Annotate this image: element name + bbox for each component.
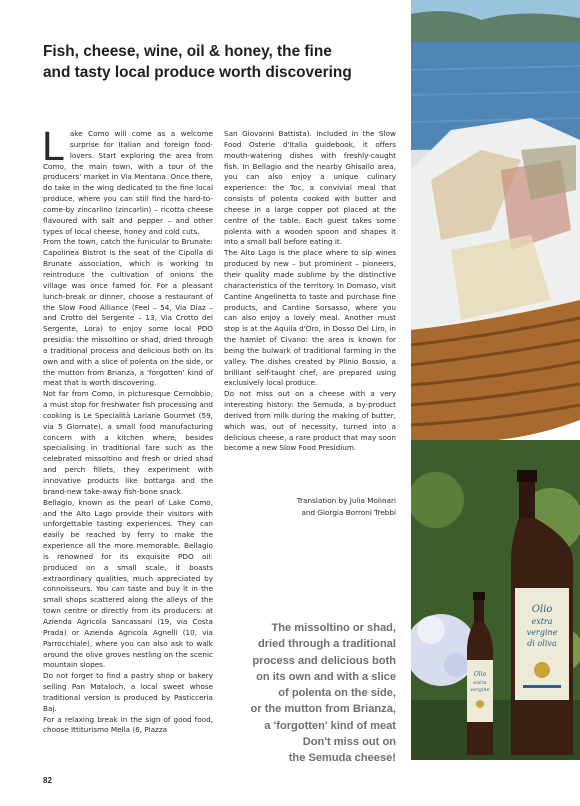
page-number: 82 [43,776,52,785]
svg-text:vergine: vergine [470,687,490,693]
svg-text:Olio: Olio [473,671,487,678]
article-paragraph: From the town, catch the funicular to Brunate: Capolinea Bistrot is the seat of the Cipolla di Brunate association, which is working to reintroduce the cultivation of onions the village was once famed for. For a pleasant lunch-break or dinner, choose a restaurant of the Slow Food Alliance (Feel – 54, Via Diaz – and Crotto del Sergente – 13, Via Crotto del Sergente, Lora) to enjoy some local PDO presidia: the missoltino or shad, dried through a traditional process and delicious both on its own and with a slice of polenta on the side, or the mutton from Brianza, a 'forgotten' kind of meat that is worth discovering. [43,237,213,388]
produce-photo [411,0,580,760]
article-paragraph: For a relaxing break in the sign of good food, choose Ittiturismo Mella (6, Piazza [43,714,213,735]
article-paragraph: Not far from Como, in picturesque Cernobbio, a must stop for freshwater fish processing and cooking is Le Specialità Lariane Gourmet (59, via 5 Giornate), a small food manufacturing concern with a kitchen where, besides specialising in traditional fare such as the celebrated missoltino and fresh or dried shad and perch fillets, they experiment with innovative products like bottarga and the brand-new take-away fish-bone snack. [43,389,213,496]
article-column-middle [224,129,396,454]
article-paragraph: Lake Como will come as a welcome surprise for Italian and foreign food-lovers. Start exploring the area from Como, the main town, with a tour of the producers' market in Via Mentana. Once there, do take in the wing dedicated to the fine local produce, where you can still find the hard-to-come-by zincarlino (zincarlin) – ricotta cheese flavoured with salt and pepper – and other types of local cheese, honey and cold cuts. [42,123,213,236]
translation-credit: Translation by Julia Molinari and Giorgia Borroni Trebbi [296,496,396,517]
svg-text:di oliva: di oliva [527,639,557,648]
article-column-left [42,123,213,736]
article-paragraph: San Giovanni Battista). Included in the Slow Food Osterie d'Italia guidebook, it offers mouth-watering dishes with freshly-caught fish. In Bellagio and the nearby Ghisallo area, you can also enjoy a unique culinary experience: the Toc, a convivial meal that consists of polenta cooked with butter and cheese in a large copper pot placed at the centre of the table. Each guest takes some polenta with a wooden spoon and shapes it into a small ball before eating it. [224,129,396,247]
article-headline: Fish, cheese, wine, oil & honey, the fine and tasty local produce worth discovering [43,43,352,81]
article-paragraph: Do not miss out on a cheese with a very interesting history: the Semuda, a by-product derived from milk during the making of butter, which was, out of necessity, turned into a delicious cheese, a rare product that may soon become a new Slow Food Presidium. [224,389,396,453]
article-paragraph: Do not forget to find a pastry shop or bakery selling Pan Mataloch, a local sweet whose traditional version is produced by Pasticceria Baj. [43,671,213,713]
drop-cap: L [42,123,65,169]
article-paragraph: Bellagio, known as the pearl of Lake Como, and the Alto Lago provide their visitors with unforgettable tasting experiences. They can easily be reached by ferry to make the experience all the more memorable. Bellagio is renowned for its exquisite PDO oil: produced on a small scale, it boasts extraordinary qualities, much appreciated by connoisseurs. You can taste and buy it in the small shops scattered along the alleys of the town centre or directly from its producers: at Azienda Agricola Sancassani (19, via Costa Prada) or Azienda Agricola Agnelli (10, via Parrocchiale), where you can also ask to walk around the olive groves nestling on the scenic mountain slopes. [43,497,213,670]
article-paragraph: The Alto Lago is the place where to sip wines produced by new – but prominent – pioneers, their quality made sublime by the distinctive characteristics of the territory. In Domaso, visit Cantine Angelinetta to taste and purchase fine products, and Cantine Sorsasso, where you can also enjoy a lovely meal. Another must stop is at the Aquila d'Oro, in Dosso Del Liro, in the hamlet of Civano: the area is known for being the bulwark of traditional farming in the valley. The dishes created by Plinio Bossio, a brilliant self-taught chef, are prepared using exclusively local produce. [224,248,396,388]
svg-text:vergine: vergine [526,628,558,637]
photo-strip [411,0,580,760]
svg-text:extra: extra [531,617,553,626]
svg-text:extra: extra [473,680,487,686]
pull-quote: The missoltino or shad, dried through a traditional process and delicious both on its own and with a slice of polenta on the side, or the mutton from Brianza, a 'forgotten' kind of meat Don't miss out on the Semuda cheese! [250,622,396,765]
svg-text:Olio: Olio [531,604,553,615]
